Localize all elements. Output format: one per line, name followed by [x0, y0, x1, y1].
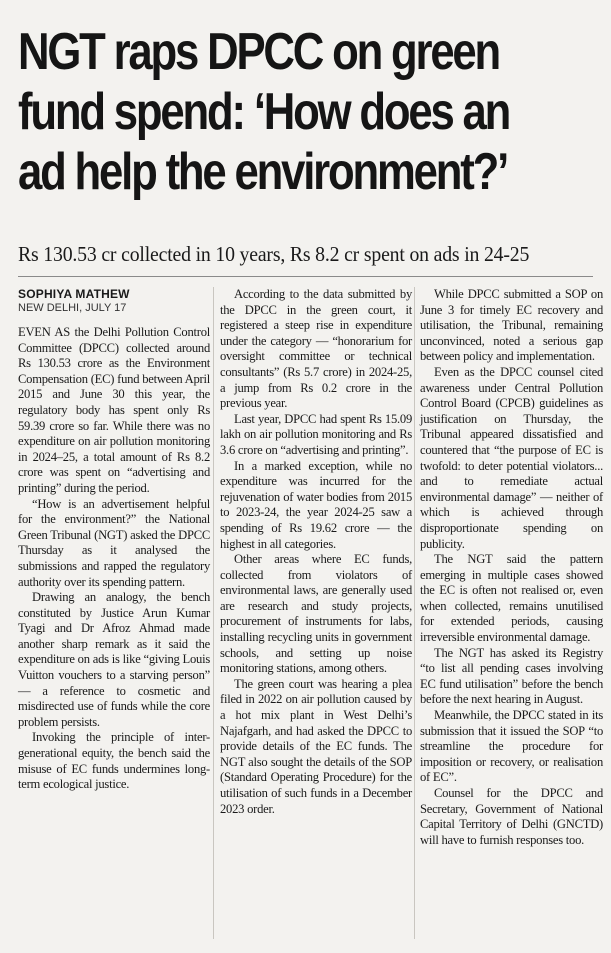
paragraph: Even as the DPCC counsel cited awareness under Central Pollution Control Board (CPCB) guidelines as justification on Thursday, the Tribunal appeared dissatisfied and countered that “the purpose of EC is twofold: to deter potential violators... and to remediate actual environmental damage” — neither of which is achieved through disproportionate spending on publicity. [420, 364, 603, 551]
paragraph: The NGT said the pattern emerging in multiple cases showed the EC is often not realised or, even when collected, remains unutilised for extended periods, causing irreversible environmental damage. [420, 552, 603, 645]
column-divider [414, 287, 415, 939]
article-column-2 [220, 287, 412, 817]
paragraph: Drawing an analogy, the bench constituted by Justice Arun Kumar Tyagi and Dr Afroz Ahmad made another sharp remark as it said the expenditure on ads is like “giving Louis Vuitton vouchers to a starving person” — a reference to cosmetic and misdirected use of funds while the core problem persists. [18, 590, 210, 729]
subheadline: Rs 130.53 cr collected in 10 years, Rs 8.2 cr spent on ads in 24-25 [18, 242, 530, 266]
paragraph: “How is an advertisement helpful for the environment?” the National Green Tribunal (NGT) asked the DPCC Thursday as it analysed the submissions and rapped the regulatory authority over its spending pattern. [18, 496, 210, 589]
paragraph: According to the data submitted by the DPCC in the green court, it registered a steep rise in expenditure under the category — “honorarium for oversight committee or technical consultants” (Rs 5.7 crore) in 2024-25, a jump from Rs 0.2 crore in the previous year. [220, 287, 412, 411]
headline-line-1: NGT raps DPCC on green [18, 23, 500, 81]
paragraph: In a marked exception, while no expenditure was incurred for the rejuvenation of water bodies from 2015 to 2023-24, the year 2024-25 saw a spending of Rs 19.62 crore — the highest in all categories. [220, 458, 412, 551]
paragraph: Meanwhile, the DPCC stated in its submission that it issued the SOP “to streamline the procedure for imposition or recovery, or realisation of EC”. [420, 708, 603, 785]
headline-line-3: ad help the environment?’ [18, 143, 508, 201]
article-column-3 [420, 287, 603, 848]
dateline: NEW DELHI, JULY 17 [18, 302, 127, 314]
column-divider [213, 287, 214, 939]
paragraph: Other areas where EC funds, collected from violators of environmental laws, are generally used are research and study projects, procurement of instruments for labs, installing recycling units in government schools, and setting up noise monitoring stations, among others. [220, 552, 412, 676]
divider [18, 276, 593, 277]
headline [18, 22, 509, 202]
paragraph: Last year, DPCC had spent Rs 15.09 lakh on air pollution monitoring and Rs 3.6 crore on “advertising and printing”. [220, 411, 412, 457]
paragraph: Invoking the principle of inter-generational equity, the bench said the misuse of EC funds undermines long-term ecological justice. [18, 730, 210, 792]
paragraph: EVEN AS the Delhi Pollution Control Committee (DPCC) collected around Rs 130.53 crore as the Environment Compensation (EC) fund between April 2015 and June 30 this year, the regulatory body has spent only Rs 59.39 crore so far. While there was no expenditure on air pollution monitoring in 2024–25, a total amount of Rs 8.2 crore was spent on “advertising and printing” during the period. [18, 325, 210, 495]
byline-author: SOPHIYA MATHEW [18, 287, 130, 301]
paragraph: The NGT has asked its Registry “to list all pending cases involving EC fund utilisation” before the bench before the next hearing in August. [420, 645, 603, 707]
paragraph: The green court was hearing a plea filed in 2022 on air pollution caused by a hot mix plant in West Delhi’s Najafgarh, and had asked the DPCC to provide details of the EC funds. The NGT also sought the details of the SOP (Standard Operating Procedure) for the utilisation of such funds in a December 2023 order. [220, 676, 412, 816]
paragraph: While DPCC submitted a SOP on June 3 for timely EC recovery and utilisation, the Tribunal, remaining unconvinced, noted a serious gap between policy and implementation. [420, 287, 603, 364]
headline-line-2: fund spend: ‘How does an [18, 83, 510, 141]
paragraph: Counsel for the DPCC and Secretary, Government of National Capital Territory of Delhi (GNCTD) will have to furnish responses too. [420, 786, 603, 847]
article-column-1 [18, 325, 210, 793]
